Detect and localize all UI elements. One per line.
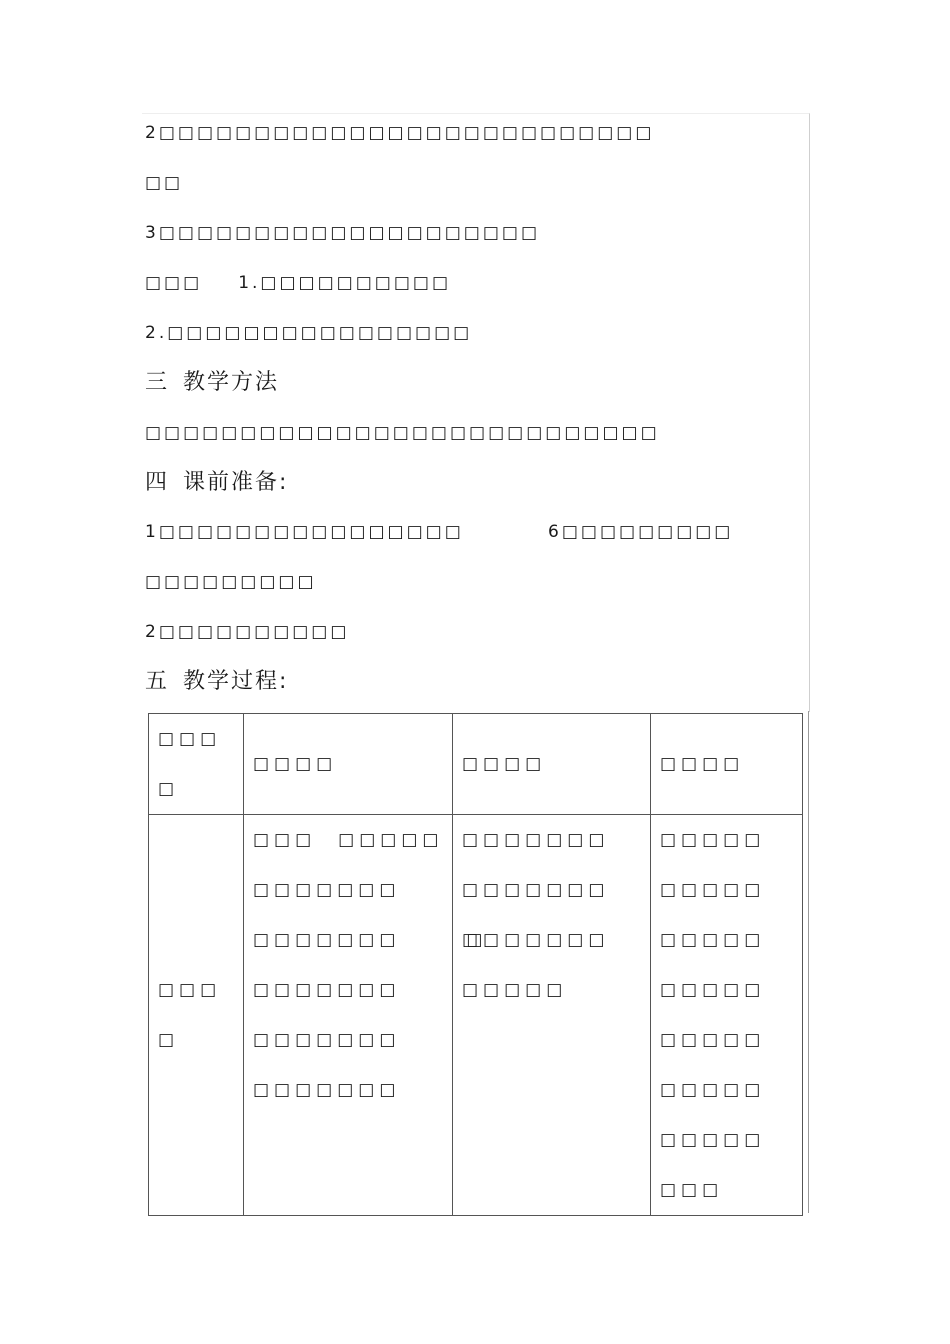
objective-line-2-cont: □□ — [145, 173, 184, 193]
preparation-item-1-cont: □□□□□□□□□ — [145, 572, 317, 592]
section-title: 教学过程: — [183, 669, 289, 694]
section-heading-preparation — [145, 469, 288, 497]
section-number: 五 — [145, 669, 170, 694]
row-col-4: □□□□□ □□□□□ □□□□□ □□□□□ □□□□□ □□□□□ □□□□□ □□□ — [651, 815, 803, 1216]
section-title: 教学方法 — [183, 370, 280, 395]
objective-line-2: 2□□□□□□□□□□□□□□□□□□□□□□□□□□ — [145, 123, 655, 143]
preparation-item-2: 2□□□□□□□□□□ — [145, 622, 350, 642]
header-col-3: □□□□ — [453, 714, 651, 815]
preparation-item-6: 6□□□□□□□□□ — [548, 522, 734, 542]
row-col-3: □□□□□□□ □□□□□□□ □□□□□□□ □□□□□ — [453, 815, 651, 1216]
preparation-item-1: 1□□□□□□□□□□□□□□□□ — [145, 522, 464, 542]
section-number: 四 — [145, 470, 170, 495]
section-number: 三 — [145, 370, 170, 395]
table-row — [149, 815, 803, 1216]
section-heading-process — [145, 668, 288, 696]
methods-text: □□□□□□□□□□□□□□□□□□□□□□□□□□□ — [145, 423, 660, 443]
page-border-line — [808, 711, 809, 1213]
section-title: 课前准备: — [183, 470, 289, 495]
table-header-row — [149, 714, 803, 815]
objective-line-3: 3□□□□□□□□□□□□□□□□□□□□ — [145, 223, 541, 243]
header-col-2: □□□□ — [244, 714, 453, 815]
process-table — [148, 713, 803, 1216]
row-col-2: □□□ □□□□□ □□□□□□□ □□□□□□□ □ □□□□□□□ □□□□□□□ □□□□□□□ — [244, 815, 453, 1216]
key-point-2: 2.□□□□□□□□□□□□□□□□ — [145, 323, 473, 343]
row-stage: □□□ □ — [149, 815, 244, 1216]
key-points-line — [145, 271, 451, 295]
section-heading-methods — [145, 369, 279, 397]
header-col-4: □□□□ — [651, 714, 803, 815]
key-points-label: □□□ — [145, 273, 203, 293]
header-stage: □□□ □ — [149, 714, 244, 815]
key-point-1: 1.□□□□□□□□□□ — [238, 273, 452, 293]
